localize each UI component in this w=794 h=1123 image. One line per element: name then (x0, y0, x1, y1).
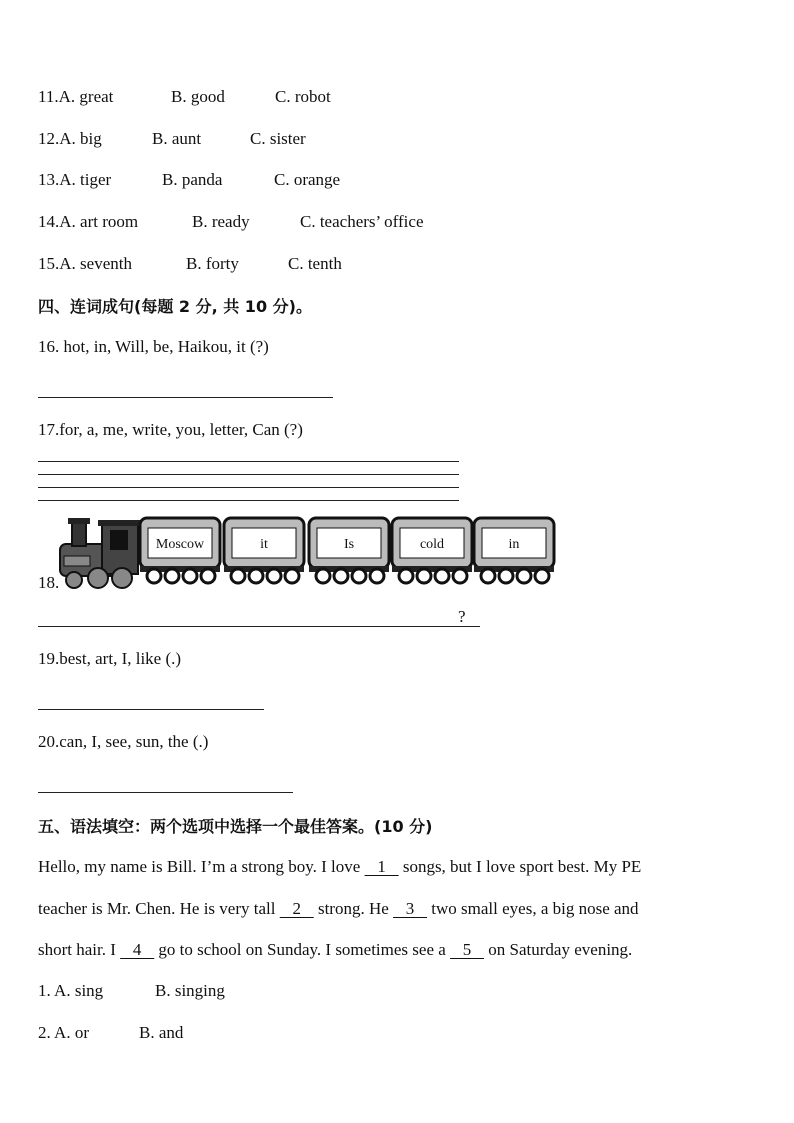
train-word: in (508, 537, 520, 552)
answer-line-18[interactable] (38, 626, 480, 627)
blank-1[interactable]: 1 (364, 857, 399, 876)
answer-row-1 (38, 981, 225, 1001)
section-5-heading: 五、语法填空：两个选项中选择一个最佳答案。(10 分) (38, 817, 433, 836)
question-number: 13. (38, 170, 60, 189)
answer-line-17c[interactable] (38, 487, 459, 488)
option-b: B. panda (162, 170, 223, 189)
option-a: A. big (59, 129, 102, 148)
answer-line-17b[interactable] (38, 474, 459, 475)
passage-line-1 (38, 857, 641, 877)
option-a: A. art room (59, 212, 139, 231)
passage-line-2 (38, 899, 639, 919)
passage-text: strong. He (313, 899, 394, 918)
option-a: A. great (58, 87, 114, 106)
option-b: B. and (139, 1023, 184, 1042)
option-a: 2. A. or (38, 1023, 89, 1042)
option-b: B. ready (192, 212, 250, 231)
option-b: B. singing (155, 981, 225, 1000)
question-11 (38, 87, 331, 107)
option-b: B. good (171, 87, 225, 106)
answer-row-2 (38, 1023, 184, 1043)
train-word: it (260, 537, 268, 552)
option-b: B. forty (186, 254, 239, 273)
answer-line-19[interactable] (38, 709, 264, 710)
passage-text: short hair. I (38, 940, 121, 959)
question-13 (38, 170, 341, 190)
train-word: Is (343, 537, 355, 552)
train-car-1 (140, 518, 220, 583)
train-car-4 (392, 518, 472, 583)
train-image (58, 514, 558, 590)
train-word: cold (419, 537, 445, 552)
section-4-heading: 四、连词成句(每题 2 分, 共 10 分)。 (38, 297, 312, 316)
blank-5[interactable]: 5 (450, 940, 485, 959)
option-c: C. robot (275, 87, 331, 106)
question-16: 16. hot, in, Will, be, Haikou, it (?) (38, 337, 269, 356)
passage-text: songs, but I love sport best. My PE (398, 857, 642, 876)
question-12 (38, 129, 306, 149)
train-car-5 (474, 518, 554, 583)
locomotive (60, 518, 142, 588)
option-a: A. tiger (59, 170, 112, 189)
question-number: 14. (38, 212, 60, 231)
question-19: 19.best, art, I, like (.) (38, 649, 182, 668)
question-number: 11. (38, 87, 59, 106)
answer-line-16[interactable] (38, 397, 333, 398)
question-number: 15. (38, 254, 60, 273)
question-mark: ? (458, 607, 466, 626)
passage-text: two small eyes, a big nose and (427, 899, 639, 918)
option-c: C. teachers’ office (300, 212, 424, 231)
passage-text: go to school on Sunday. I sometimes see a (154, 940, 451, 959)
passage-text: teacher is Mr. Chen. He is very tall (38, 899, 280, 918)
option-c: C. orange (274, 170, 341, 189)
option-a: A. seventh (59, 254, 132, 273)
blank-3[interactable]: 3 (393, 899, 428, 918)
passage-line-3 (38, 940, 632, 960)
question-14 (38, 212, 424, 232)
train-word: Moscow (155, 537, 205, 552)
question-17: 17.for, a, me, write, you, letter, Can (?) (38, 420, 303, 439)
passage-text: Hello, my name is Bill. I’m a strong boy. I love (38, 857, 365, 876)
answer-line-20[interactable] (38, 792, 293, 793)
blank-4[interactable]: 4 (120, 940, 155, 959)
blank-2[interactable]: 2 (279, 899, 314, 918)
question-18-number: 18. (38, 573, 60, 592)
question-20: 20.can, I, see, sun, the (.) (38, 732, 209, 751)
passage-text: on Saturday evening. (484, 940, 633, 959)
question-15 (38, 254, 342, 274)
train-car-3 (309, 518, 389, 583)
option-c: C. sister (250, 129, 306, 148)
option-b: B. aunt (152, 129, 202, 148)
option-a: 1. A. sing (38, 981, 104, 1000)
answer-line-17d[interactable] (38, 500, 459, 501)
question-number: 12. (38, 129, 60, 148)
answer-line-17a[interactable] (38, 461, 459, 462)
option-c: C. tenth (288, 254, 342, 273)
train-car-2 (224, 518, 304, 583)
